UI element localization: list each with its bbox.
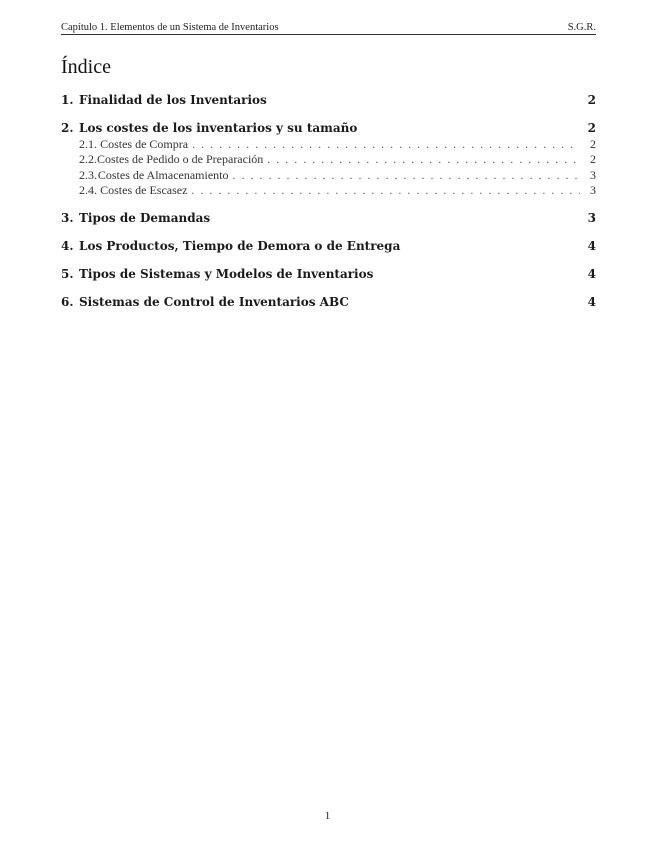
toc-entry-page: 4 <box>587 267 596 281</box>
toc-entry-title: Los costes de los inventarios y su tamaño <box>79 121 358 135</box>
toc-entry-number: 2.4. <box>79 183 97 197</box>
toc-entry-page: 4 <box>587 239 596 253</box>
header-chapter-title: Capítulo 1. Elementos de un Sistema de Inventarios <box>61 22 279 33</box>
toc-entry-title: Costes de Pedido o de Preparación <box>97 152 264 166</box>
toc-entry-number: 5. <box>61 267 74 281</box>
toc-entry-subsection-2-2[interactable] <box>61 152 596 167</box>
toc-entry-title: Los Productos, Tiempo de Demora o de Entrega <box>79 239 401 253</box>
toc-title: Índice <box>61 56 111 78</box>
toc-entry-number: 2.3. <box>79 168 97 182</box>
toc-entry-page: 2 <box>587 93 596 107</box>
toc-entry-section-1[interactable] <box>61 93 596 107</box>
toc-entry-number: 3. <box>61 211 74 225</box>
toc-entry-page: 3 <box>590 183 596 197</box>
toc-entry-subsection-2-3[interactable] <box>61 168 596 183</box>
toc-entry-page: 3 <box>587 211 596 225</box>
toc-entry-title: Costes de Compra <box>100 137 189 151</box>
toc-entry-page: 4 <box>587 295 596 309</box>
dot-leader <box>267 152 580 167</box>
toc-entry-section-5[interactable] <box>61 267 596 281</box>
dot-leader <box>192 137 580 152</box>
toc-entry-section-4[interactable] <box>61 239 596 253</box>
toc-entry-title: Costes de Almacenamiento <box>97 168 229 182</box>
toc-entry-page: 3 <box>590 168 596 182</box>
toc-entry-page: 2 <box>590 152 596 166</box>
toc-entry-number: 4. <box>61 239 74 253</box>
toc-entry-title: Tipos de Demandas <box>79 211 211 225</box>
toc-entry-section-6[interactable] <box>61 295 596 309</box>
toc-entry-page: 2 <box>590 137 596 151</box>
toc-entry-subsection-2-4[interactable] <box>61 183 596 198</box>
page-number: 1 <box>324 810 331 822</box>
dot-leader <box>233 168 580 183</box>
running-header <box>61 19 596 35</box>
toc-entry-page: 2 <box>587 121 596 135</box>
toc-entry-number: 1. <box>61 93 74 107</box>
toc-entry-title: Finalidad de los Inventarios <box>79 93 267 107</box>
dot-leader <box>191 183 580 198</box>
toc-entry-number: 6. <box>61 295 74 309</box>
toc-entry-title: Sistemas de Control de Inventarios ABC <box>79 295 349 309</box>
toc-entry-title: Tipos de Sistemas y Modelos de Inventarios <box>79 267 374 281</box>
toc-entry-section-3[interactable] <box>61 211 596 225</box>
toc-entry-number: 2. <box>61 121 74 135</box>
toc-entry-title: Costes de Escasez <box>100 183 188 197</box>
toc-entry-subsection-2-1[interactable] <box>61 137 596 152</box>
toc-entry-number: 2.2. <box>79 152 97 166</box>
header-author-initials: S.G.R. <box>567 22 596 33</box>
toc-entry-number: 2.1. <box>79 137 97 151</box>
toc-entry-section-2[interactable] <box>61 121 596 135</box>
